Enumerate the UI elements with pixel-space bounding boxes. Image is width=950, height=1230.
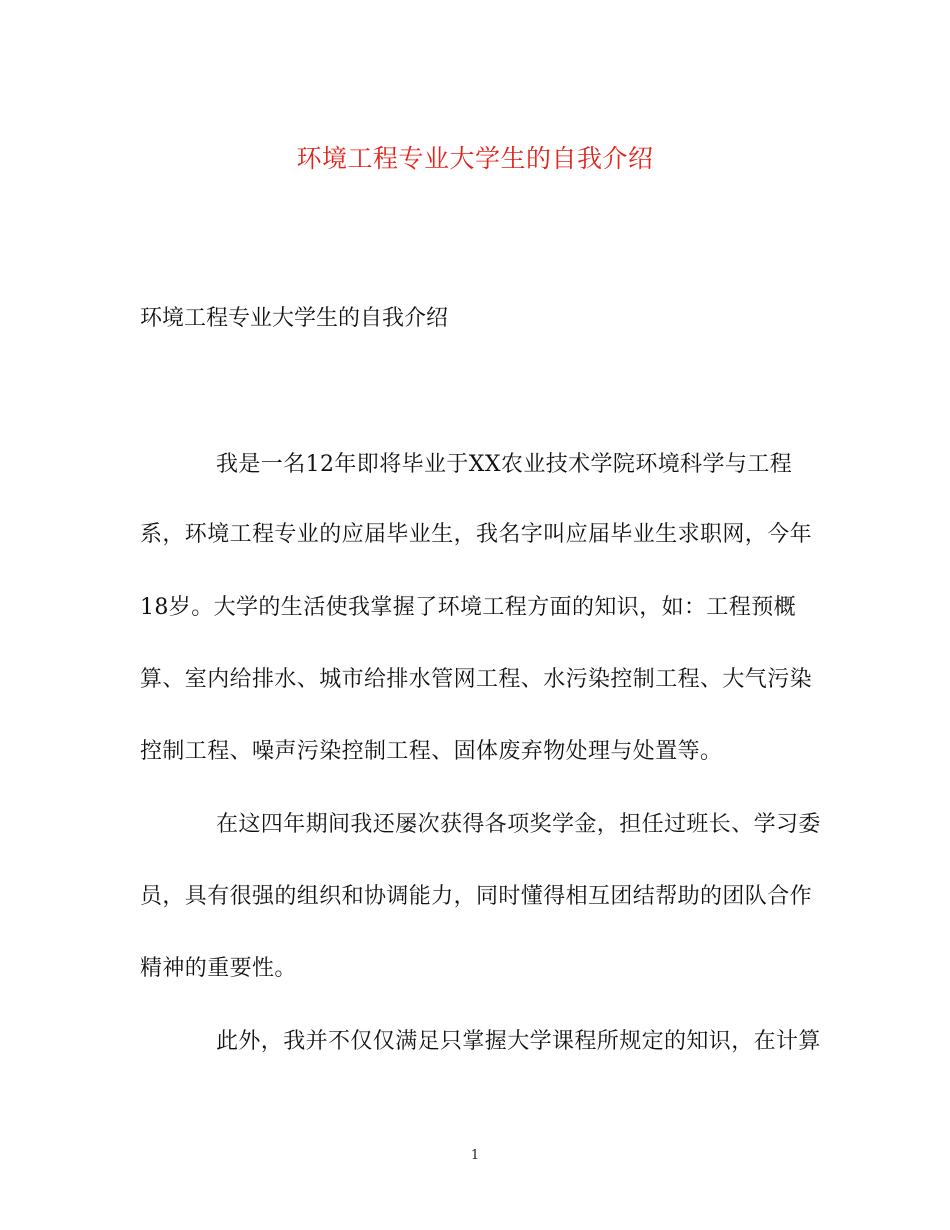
paragraph-2-line-3: 精神的重要性。 (140, 956, 297, 981)
paragraph-1-line-3: 18岁。大学的生活使我掌握了环境工程方面的知识，如：工程预概 (140, 595, 796, 620)
document-title: 环境工程专业大学生的自我介绍 (296, 144, 654, 173)
paragraph-3-line-1: 此外，我并不仅仅满足只掌握大学课程所规定的知识，在计算 (216, 1029, 821, 1054)
paragraph-2-line-1: 在这四年期间我还屡次获得各项奖学金，担任过班长、学习委 (216, 812, 821, 837)
document-subtitle: 环境工程专业大学生的自我介绍 (140, 306, 449, 331)
page-number: 1 (470, 1148, 480, 1163)
paragraph-1-line-2: 系，环境工程专业的应届毕业生，我名字叫应届毕业生求职网，今年 (140, 522, 813, 547)
paragraph-2-line-2: 员，具有很强的组织和协调能力，同时懂得相互团结帮助的团队合作 (140, 884, 813, 909)
paragraph-1-line-1: 我是一名12年即将毕业于XX农业技术学院环境科学与工程 (216, 452, 793, 477)
paragraph-1-line-4: 算、室内给排水、城市给排水管网工程、水污染控制工程、大气污染 (140, 667, 813, 692)
paragraph-1-line-5: 控制工程、噪声污染控制工程、固体废弃物处理与处置等。 (140, 739, 723, 764)
